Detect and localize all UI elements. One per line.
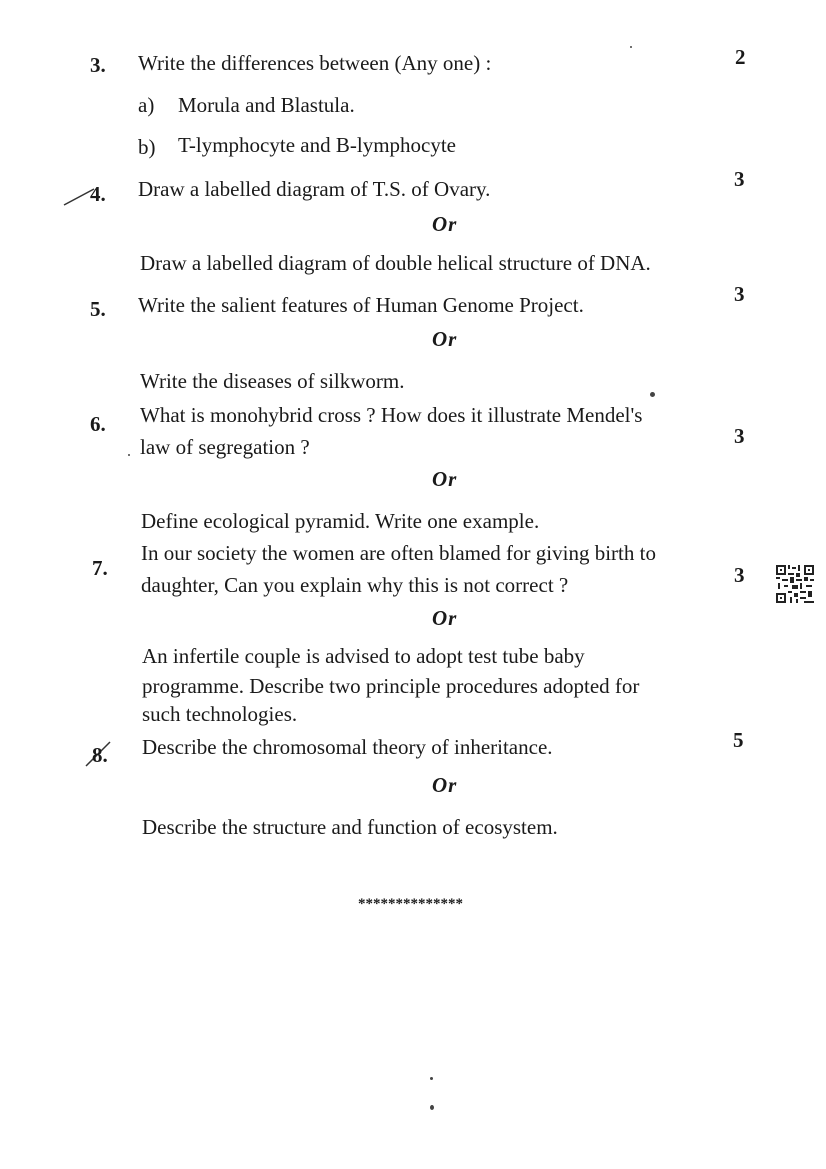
option-a-label: a) <box>138 93 155 117</box>
scan-speck <box>128 454 130 456</box>
question-7-alt-line3: such technologies. <box>142 702 298 726</box>
question-8-alt-text: Describe the structure and function of ecosystem. <box>142 815 558 839</box>
question-5-alt-text: Write the diseases of silkworm. <box>140 369 405 393</box>
question-7-alt-line2: programme. Describe two principle procedures adopted for <box>142 674 640 698</box>
question-5-or: Or <box>432 327 458 351</box>
question-7-number: 7. <box>92 556 108 580</box>
question-6-line2: law of segregation ? <box>140 435 310 459</box>
question-7-line1: In our society the women are often blamed for giving birth to <box>141 541 656 565</box>
question-5-text: Write the salient features of Human Genome Project. <box>138 293 584 317</box>
question-6-marks: 3 <box>734 424 745 448</box>
option-b-label: b) <box>138 135 156 159</box>
question-8-or: Or <box>432 773 458 797</box>
question-6-line1: What is monohybrid cross ? How does it illustrate Mendel's <box>140 403 643 427</box>
question-4-alt-text: Draw a labelled diagram of double helical structure of DNA. <box>140 251 651 275</box>
question-4-or: Or <box>432 212 458 236</box>
scan-speck <box>650 392 655 397</box>
option-b-text: T-lymphocyte and B-lymphocyte <box>178 133 457 157</box>
question-3-text: Write the differences between (Any one) : <box>138 51 492 75</box>
scan-speck <box>630 46 632 48</box>
question-6-number: 6. <box>90 412 106 436</box>
scan-speck <box>430 1077 433 1080</box>
qr-code-icon <box>776 565 814 603</box>
question-6-alt-text: Define ecological pyramid. Write one example. <box>141 509 540 533</box>
scan-speck <box>430 1105 434 1110</box>
question-8-marks: 5 <box>733 728 744 752</box>
question-7-marks: 3 <box>734 563 745 587</box>
question-3-number: 3. <box>90 53 106 77</box>
question-5-number: 5. <box>90 297 106 321</box>
question-6-or: Or <box>432 467 458 491</box>
question-7-line2: daughter, Can you explain why this is not correct ? <box>141 573 569 597</box>
end-of-paper-marker: ************** <box>358 896 463 912</box>
question-8-text: Describe the chromosomal theory of inheritance. <box>142 735 553 759</box>
question-5-marks: 3 <box>734 282 745 306</box>
question-3-marks: 2 <box>735 45 746 69</box>
question-8-number: 8. <box>92 743 108 767</box>
question-7-alt-line1: An infertile couple is advised to adopt test tube baby <box>142 644 585 668</box>
question-4-text: Draw a labelled diagram of T.S. of Ovary. <box>138 177 491 201</box>
question-7-or: Or <box>432 606 458 630</box>
question-4-marks: 3 <box>734 167 745 191</box>
question-4-number: 4. <box>90 182 106 206</box>
option-a-text: Morula and Blastula. <box>178 93 355 117</box>
